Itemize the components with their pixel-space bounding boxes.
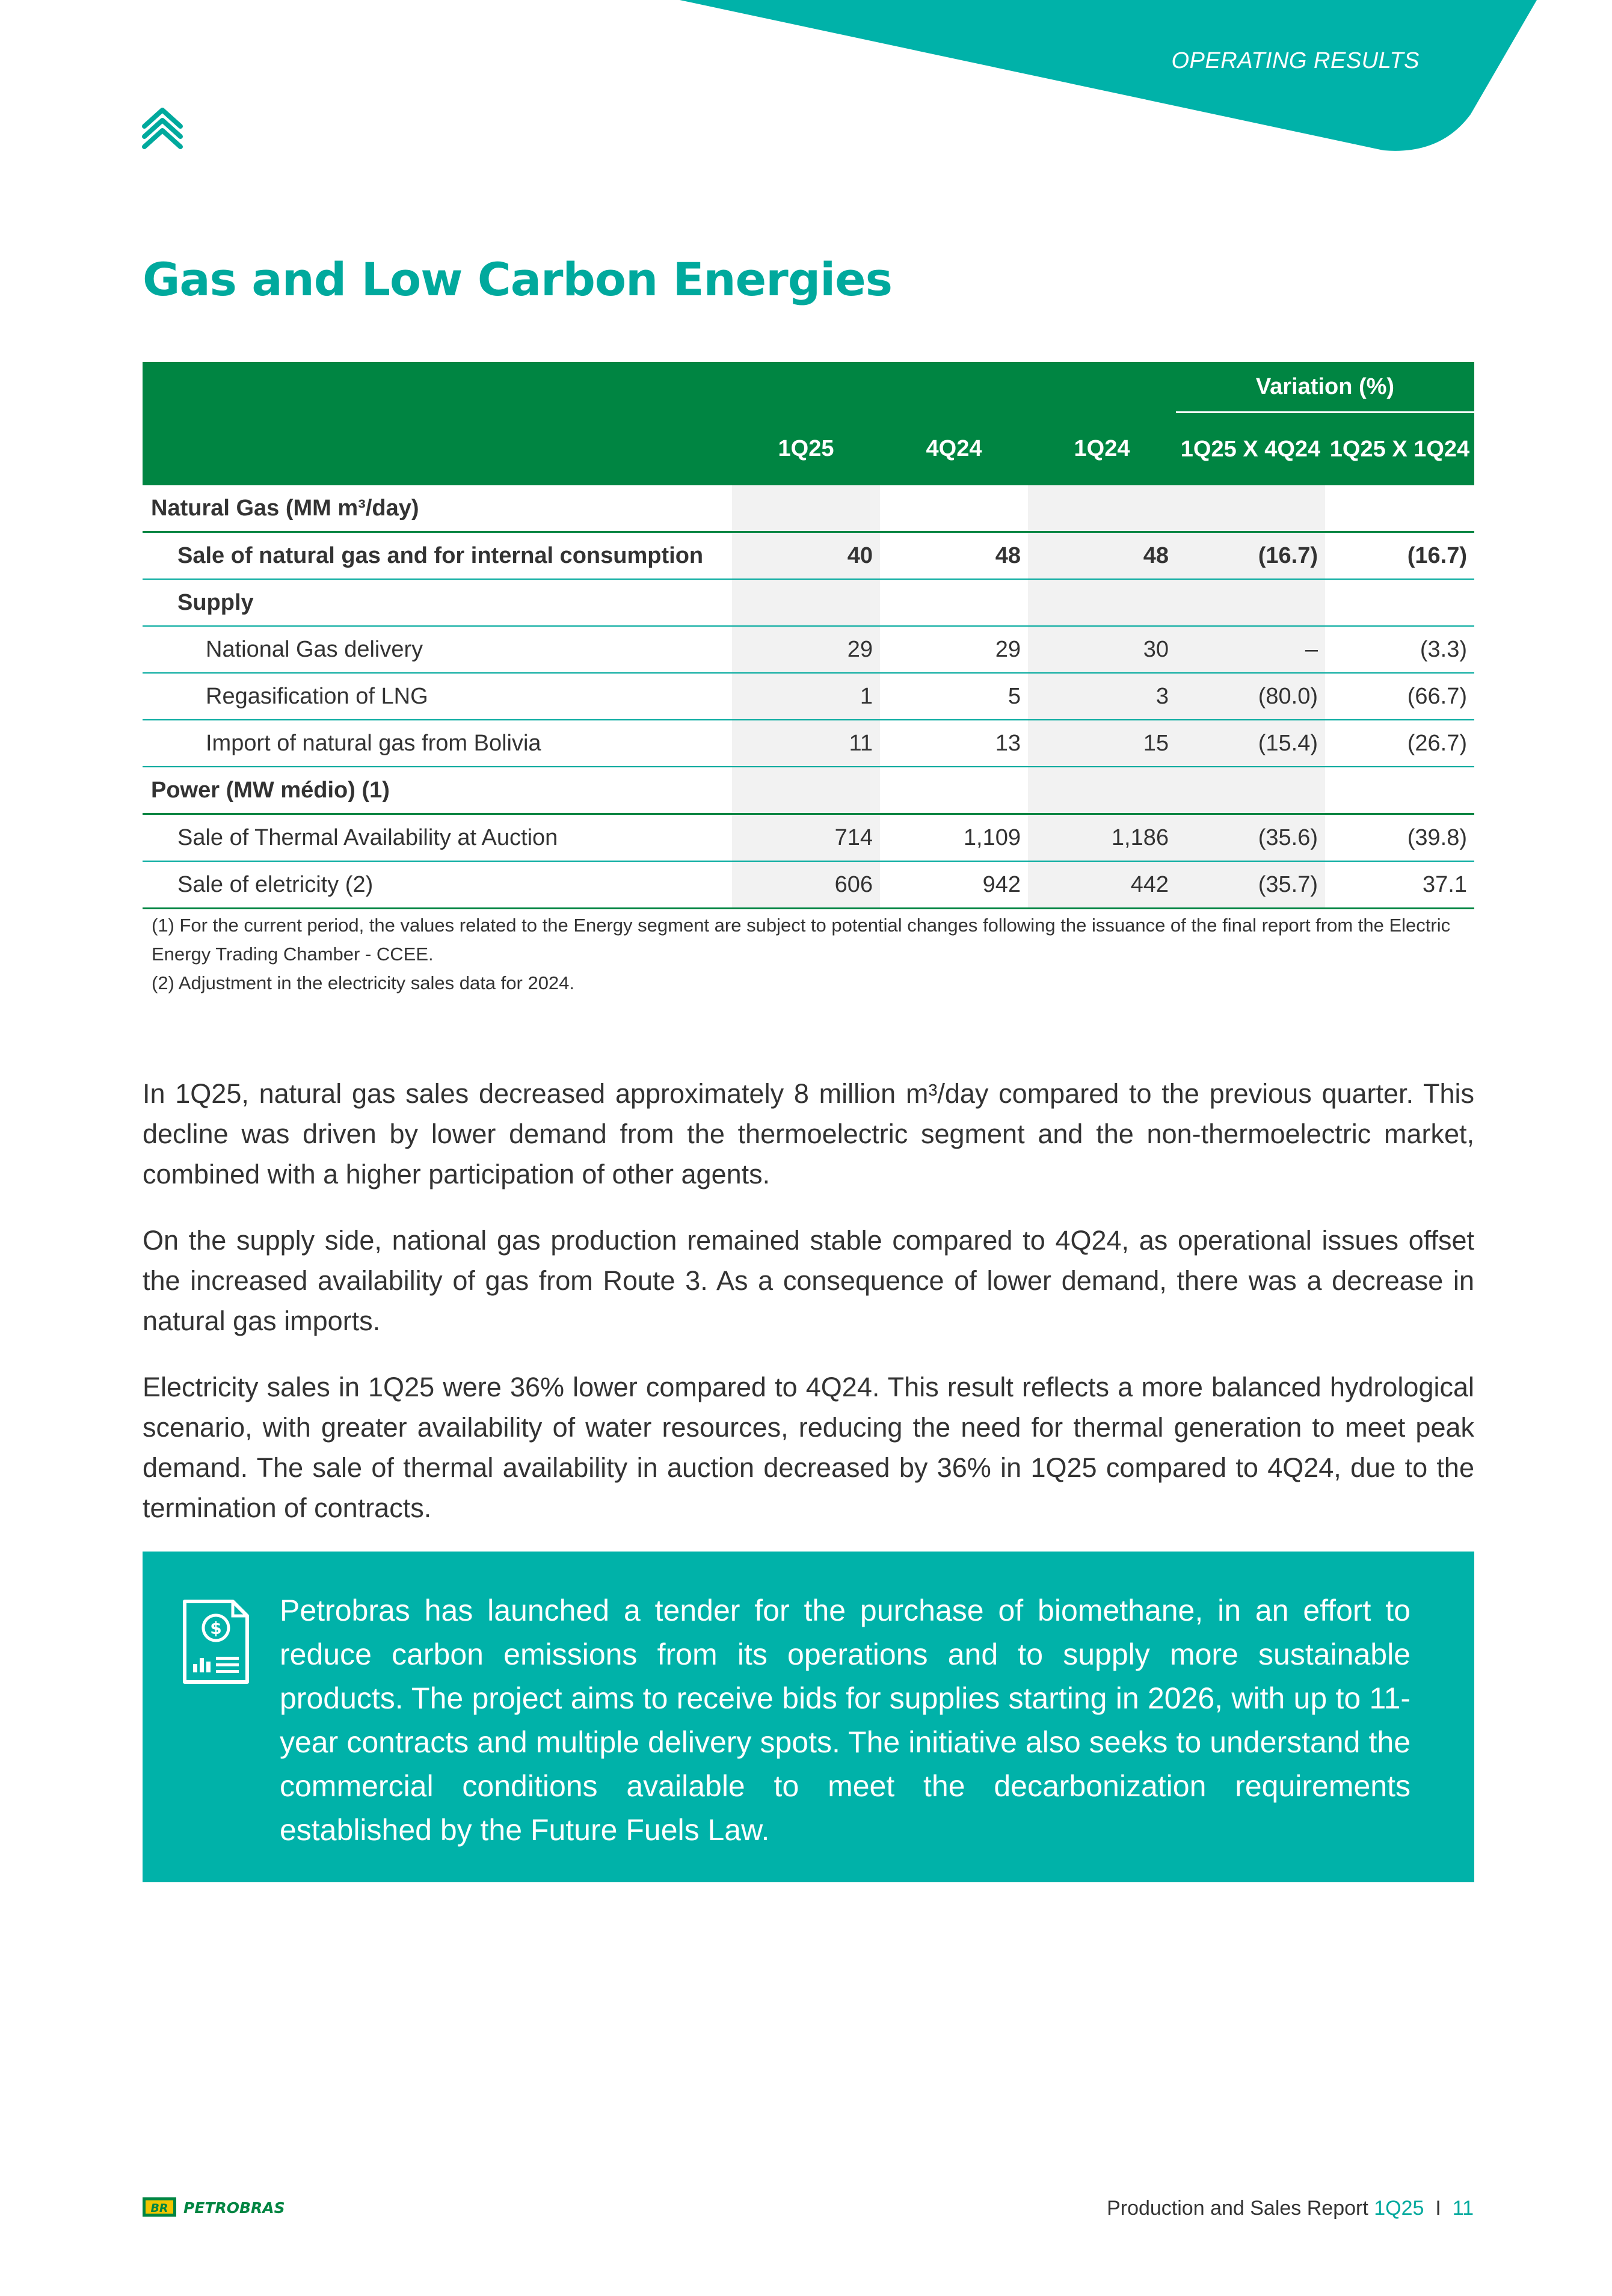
table-row (143, 720, 1474, 767)
callout-text: Petrobras has launched a tender for the purchase of biomethane, in an effort to reduce carbon emissions from its operations and to supply more sustainable products. The project aims to receive bids for supplies starting in 2026, with up to 11-year contracts and multiple delivery spots. The initiative also seeks to understand the commercial conditions available to meet the decarbonization requirements established by the Future Fuels Law. (280, 1594, 1411, 1847)
variation-column-header: 1Q25 X 4Q24 (1176, 413, 1325, 486)
section-label: OPERATING RESULTS (1171, 48, 1420, 73)
cell: 1,109 (880, 814, 1028, 862)
cell: – (1176, 626, 1325, 673)
cell: 37.1 (1325, 861, 1474, 909)
gas-energy-table (143, 362, 1474, 909)
cell: 606 (732, 861, 880, 909)
report-name: Production and Sales Report (1107, 2197, 1368, 2220)
chevron-up-double-icon (141, 105, 183, 150)
cell: (39.8) (1325, 814, 1474, 862)
table-row (143, 626, 1474, 673)
column-header: 4Q24 (880, 413, 1028, 486)
body-text (143, 1073, 1474, 1554)
variation-header: Variation (%) (1176, 362, 1474, 413)
footer-text (1107, 2197, 1474, 2220)
highlight-callout (143, 1552, 1474, 1882)
cell: (66.7) (1325, 673, 1474, 720)
paragraph: On the supply side, national gas production remained stable compared to 4Q24, as operational issues offset the increased availability of gas from Route 3. As a consequence of lower demand, there was a decrease in natural gas imports. (143, 1225, 1474, 1336)
cell: 1,186 (1028, 814, 1176, 862)
row-label: Power (MW médio) (1) (143, 767, 732, 814)
page-number: 11 (1452, 2197, 1474, 2220)
cell: 48 (1028, 532, 1176, 580)
cell: (80.0) (1176, 673, 1325, 720)
cell: 442 (1028, 861, 1176, 909)
cell: 48 (880, 532, 1028, 580)
footer-separator: I (1435, 2197, 1441, 2220)
table-row (143, 673, 1474, 720)
table-row (143, 532, 1474, 580)
variation-column-header: 1Q25 X 1Q24 (1325, 413, 1474, 486)
cell: (26.7) (1325, 720, 1474, 767)
financial-report-icon (180, 1597, 252, 1687)
cell: 11 (732, 720, 880, 767)
cell: (35.7) (1176, 861, 1325, 909)
petrobras-logo (143, 2195, 323, 2219)
cell: 13 (880, 720, 1028, 767)
row-label: Natural Gas (MM m³/day) (143, 485, 732, 532)
cell: (16.7) (1325, 532, 1474, 580)
table-row (143, 767, 1474, 814)
row-label: Sale of eletricity (2) (143, 861, 732, 909)
cell: (3.3) (1325, 626, 1474, 673)
logo-wordmark: PETROBRAS (183, 2199, 285, 2217)
row-label: Sale of natural gas and for internal consumption (143, 532, 732, 580)
cell: (16.7) (1176, 532, 1325, 580)
logo-badge: BR (150, 2202, 168, 2215)
cell: 1 (732, 673, 880, 720)
page-title: Gas and Low Carbon Energies (143, 253, 892, 306)
cell: (35.6) (1176, 814, 1325, 862)
svg-text:$: $ (210, 1618, 222, 1638)
cell: (15.4) (1176, 720, 1325, 767)
table-notes (152, 911, 1463, 998)
row-label: Regasification of LNG (143, 673, 732, 720)
paragraph: Electricity sales in 1Q25 were 36% lower compared to 4Q24. This result reflects a more balanced hydrological scenario, with greater availability of water resources, reducing the need for thermal generation to meet peak demand. The sale of thermal availability in auction decreased by 36% in 1Q25 compared to 4Q24, due to the termination of contracts. (143, 1372, 1474, 1523)
row-label: Import of natural gas from Bolivia (143, 720, 732, 767)
cell: 15 (1028, 720, 1176, 767)
cell: 29 (880, 626, 1028, 673)
table-note: (1) For the current period, the values related to the Energy segment are subject to potential changes following the issuance of the final report from the Electric Energy Trading Chamber - CCEE. (152, 915, 1451, 965)
row-label: Sale of Thermal Availability at Auction (143, 814, 732, 862)
table-row (143, 485, 1474, 532)
table-row (143, 814, 1474, 862)
row-label: National Gas delivery (143, 626, 732, 673)
cell: 40 (732, 532, 880, 580)
cell: 30 (1028, 626, 1176, 673)
paragraph: In 1Q25, natural gas sales decreased approximately 8 million m³/day compared to the previous quarter. This decline was driven by lower demand from the thermoelectric segment and the non-thermoelectric market, combined with a higher participation of other agents. (143, 1078, 1474, 1189)
header-blank (143, 362, 732, 413)
report-period: 1Q25 (1374, 2197, 1424, 2220)
column-header: 1Q24 (1028, 413, 1176, 486)
table-note: (2) Adjustment in the electricity sales data for 2024. (152, 972, 575, 993)
cell: 29 (732, 626, 880, 673)
table-row (143, 579, 1474, 626)
row-label: Supply (143, 579, 732, 626)
table-row (143, 861, 1474, 909)
header-band (0, 0, 1612, 156)
column-header: 1Q25 (732, 413, 880, 486)
cell: 714 (732, 814, 880, 862)
cell: 5 (880, 673, 1028, 720)
cell: 3 (1028, 673, 1176, 720)
cell: 942 (880, 861, 1028, 909)
